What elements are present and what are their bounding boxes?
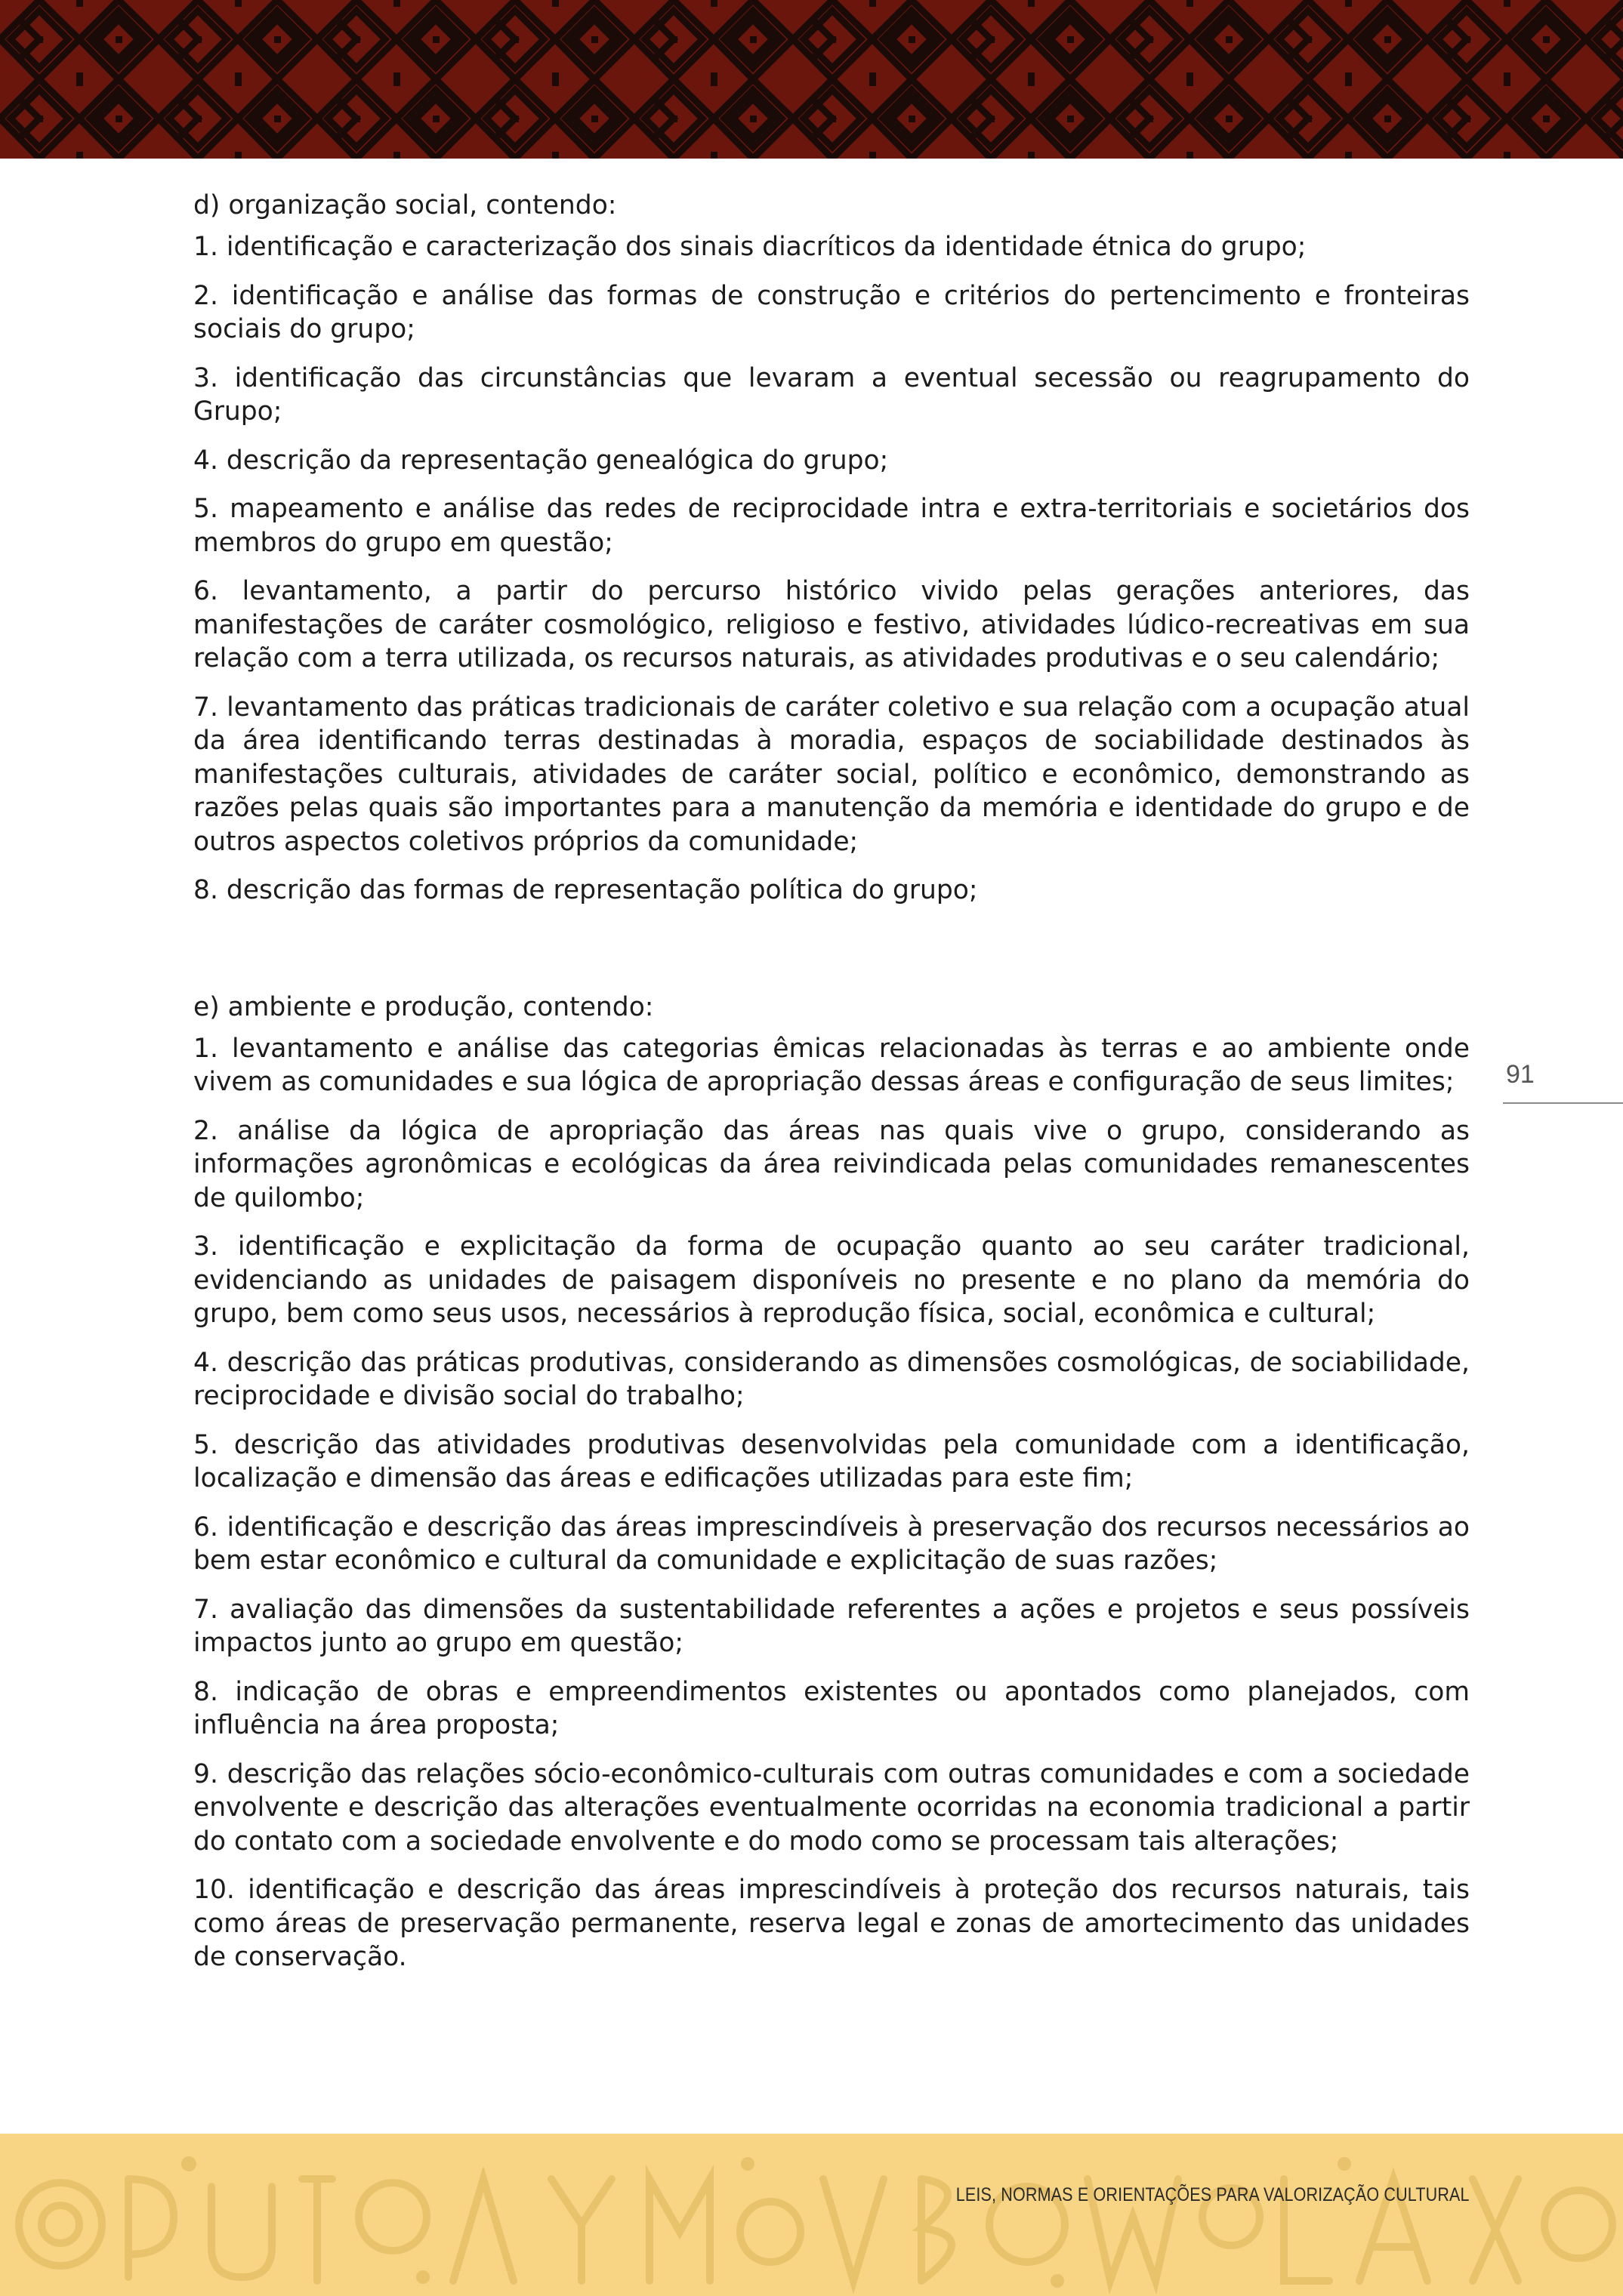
section-heading: e) ambiente e produção, contendo: bbox=[193, 991, 654, 1022]
section-organizacao-social bbox=[193, 189, 1470, 908]
list-item: 10. identificação e descrição das áreas imprescindíveis à proteção dos recursos naturais, tais como áreas de preservação permanente, reserva legal e zonas de amortecimento das unidades de conservação. bbox=[193, 1875, 1470, 1972]
document-body bbox=[193, 189, 1470, 1989]
section-spacer bbox=[193, 923, 1470, 991]
list-item: 8. indicação de obras e empreendimentos existentes ou apontados como planejados, com influência na área proposta; bbox=[193, 1676, 1470, 1740]
footer-glyph-pattern bbox=[0, 2134, 1623, 2296]
list-item: 7. avaliação das dimensões da sustentabilidade referentes a ações e projetos e seus possíveis impactos junto ao grupo em questão; bbox=[193, 1594, 1470, 1658]
page-number-rule bbox=[1503, 1102, 1623, 1104]
list-item: 1. levantamento e análise das categorias êmicas relacionadas às terras e ao ambiente onde vivem as comunidades e sua lógica de apropriação dessas áreas e configuração de seus limites; bbox=[193, 1033, 1470, 1097]
section-heading: d) organização social, contendo: bbox=[193, 190, 617, 220]
list-item: 4. descrição da representação genealógica do grupo; bbox=[193, 445, 889, 476]
list-item: 5. mapeamento e análise das redes de reciprocidade intra e extra-territoriais e societários dos membros do grupo em questão; bbox=[193, 494, 1470, 558]
header-pattern-band bbox=[0, 0, 1623, 159]
section-ambiente-producao bbox=[193, 991, 1470, 1974]
footer-band bbox=[0, 2134, 1623, 2296]
geometric-pattern-graphic bbox=[0, 0, 1623, 159]
list-item: 5. descrição das atividades produtivas desenvolvidas pela comunidade com a identificação, localização e dimensão das áreas e edificações utilizadas para este fim; bbox=[193, 1429, 1470, 1493]
list-item: 7. levantamento das práticas tradicionais de caráter coletivo e sua relação com a ocupação atual da área identificando terras destinadas à moradia, espaços de sociabilidade destinados às manifestações culturais, atividades de caráter social, político e econômico, demonstrando as razões pelas quais são importantes para a manutenção da memória e identidade do grupo e de outros aspectos coletivos próprios da comunidade; bbox=[193, 692, 1470, 857]
list-item: 2. análise da lógica de apropriação das áreas nas quais vive o grupo, considerando as informações agronômicas e ecológicas da área reivindicada pelas comunidades remanescentes de quilombo; bbox=[193, 1115, 1470, 1213]
footer-title: LEIS, NORMAS E ORIENTAÇÕES PARA VALORIZAÇÃO CULTURAL bbox=[956, 2184, 1470, 2205]
list-item: 1. identificação e caracterização dos sinais diacríticos da identidade étnica do grupo; bbox=[193, 232, 1307, 262]
list-item: 9. descrição das relações sócio-econômico-culturais com outras comunidades e com a sociedade envolvente e descrição das alterações eventualmente ocorridas na economia tradicional a partir do contato com a sociedade envolvente e do modo como se processam tais alterações; bbox=[193, 1758, 1470, 1857]
page-number: 91 bbox=[1506, 1060, 1535, 1089]
list-item: 3. identificação e explicitação da forma de ocupação quanto ao seu caráter tradicional, evidenciando as unidades de paisagem disponíveis no presente e no plano da memória do grupo, bem como seus usos, necessários à reprodução física, social, econômica e cultural; bbox=[193, 1231, 1470, 1329]
list-item: 8. descrição das formas de representação política do grupo; bbox=[193, 875, 978, 905]
list-item: 4. descrição das práticas produtivas, considerando as dimensões cosmológicas, de sociabilidade, reciprocidade e divisão social do trabalho; bbox=[193, 1347, 1470, 1411]
list-item: 6. levantamento, a partir do percurso histórico vivido pelas gerações anteriores, das manifestações de caráter cosmológico, religioso e festivo, atividades lúdico-recreativas em sua relação com a terra utilizada, os recursos naturais, as atividades produtivas e o seu calendário; bbox=[193, 576, 1470, 673]
list-item: 6. identificação e descrição das áreas imprescindíveis à preservação dos recursos necessários ao bem estar econômico e cultural da comunidade e explicitação de suas razões; bbox=[193, 1512, 1470, 1576]
list-item: 3. identificação das circunstâncias que levaram a eventual secessão ou reagrupamento do Grupo; bbox=[193, 362, 1470, 427]
list-item: 2. identificação e análise das formas de construção e critérios do pertencimento e fronteiras sociais do grupo; bbox=[193, 280, 1470, 344]
